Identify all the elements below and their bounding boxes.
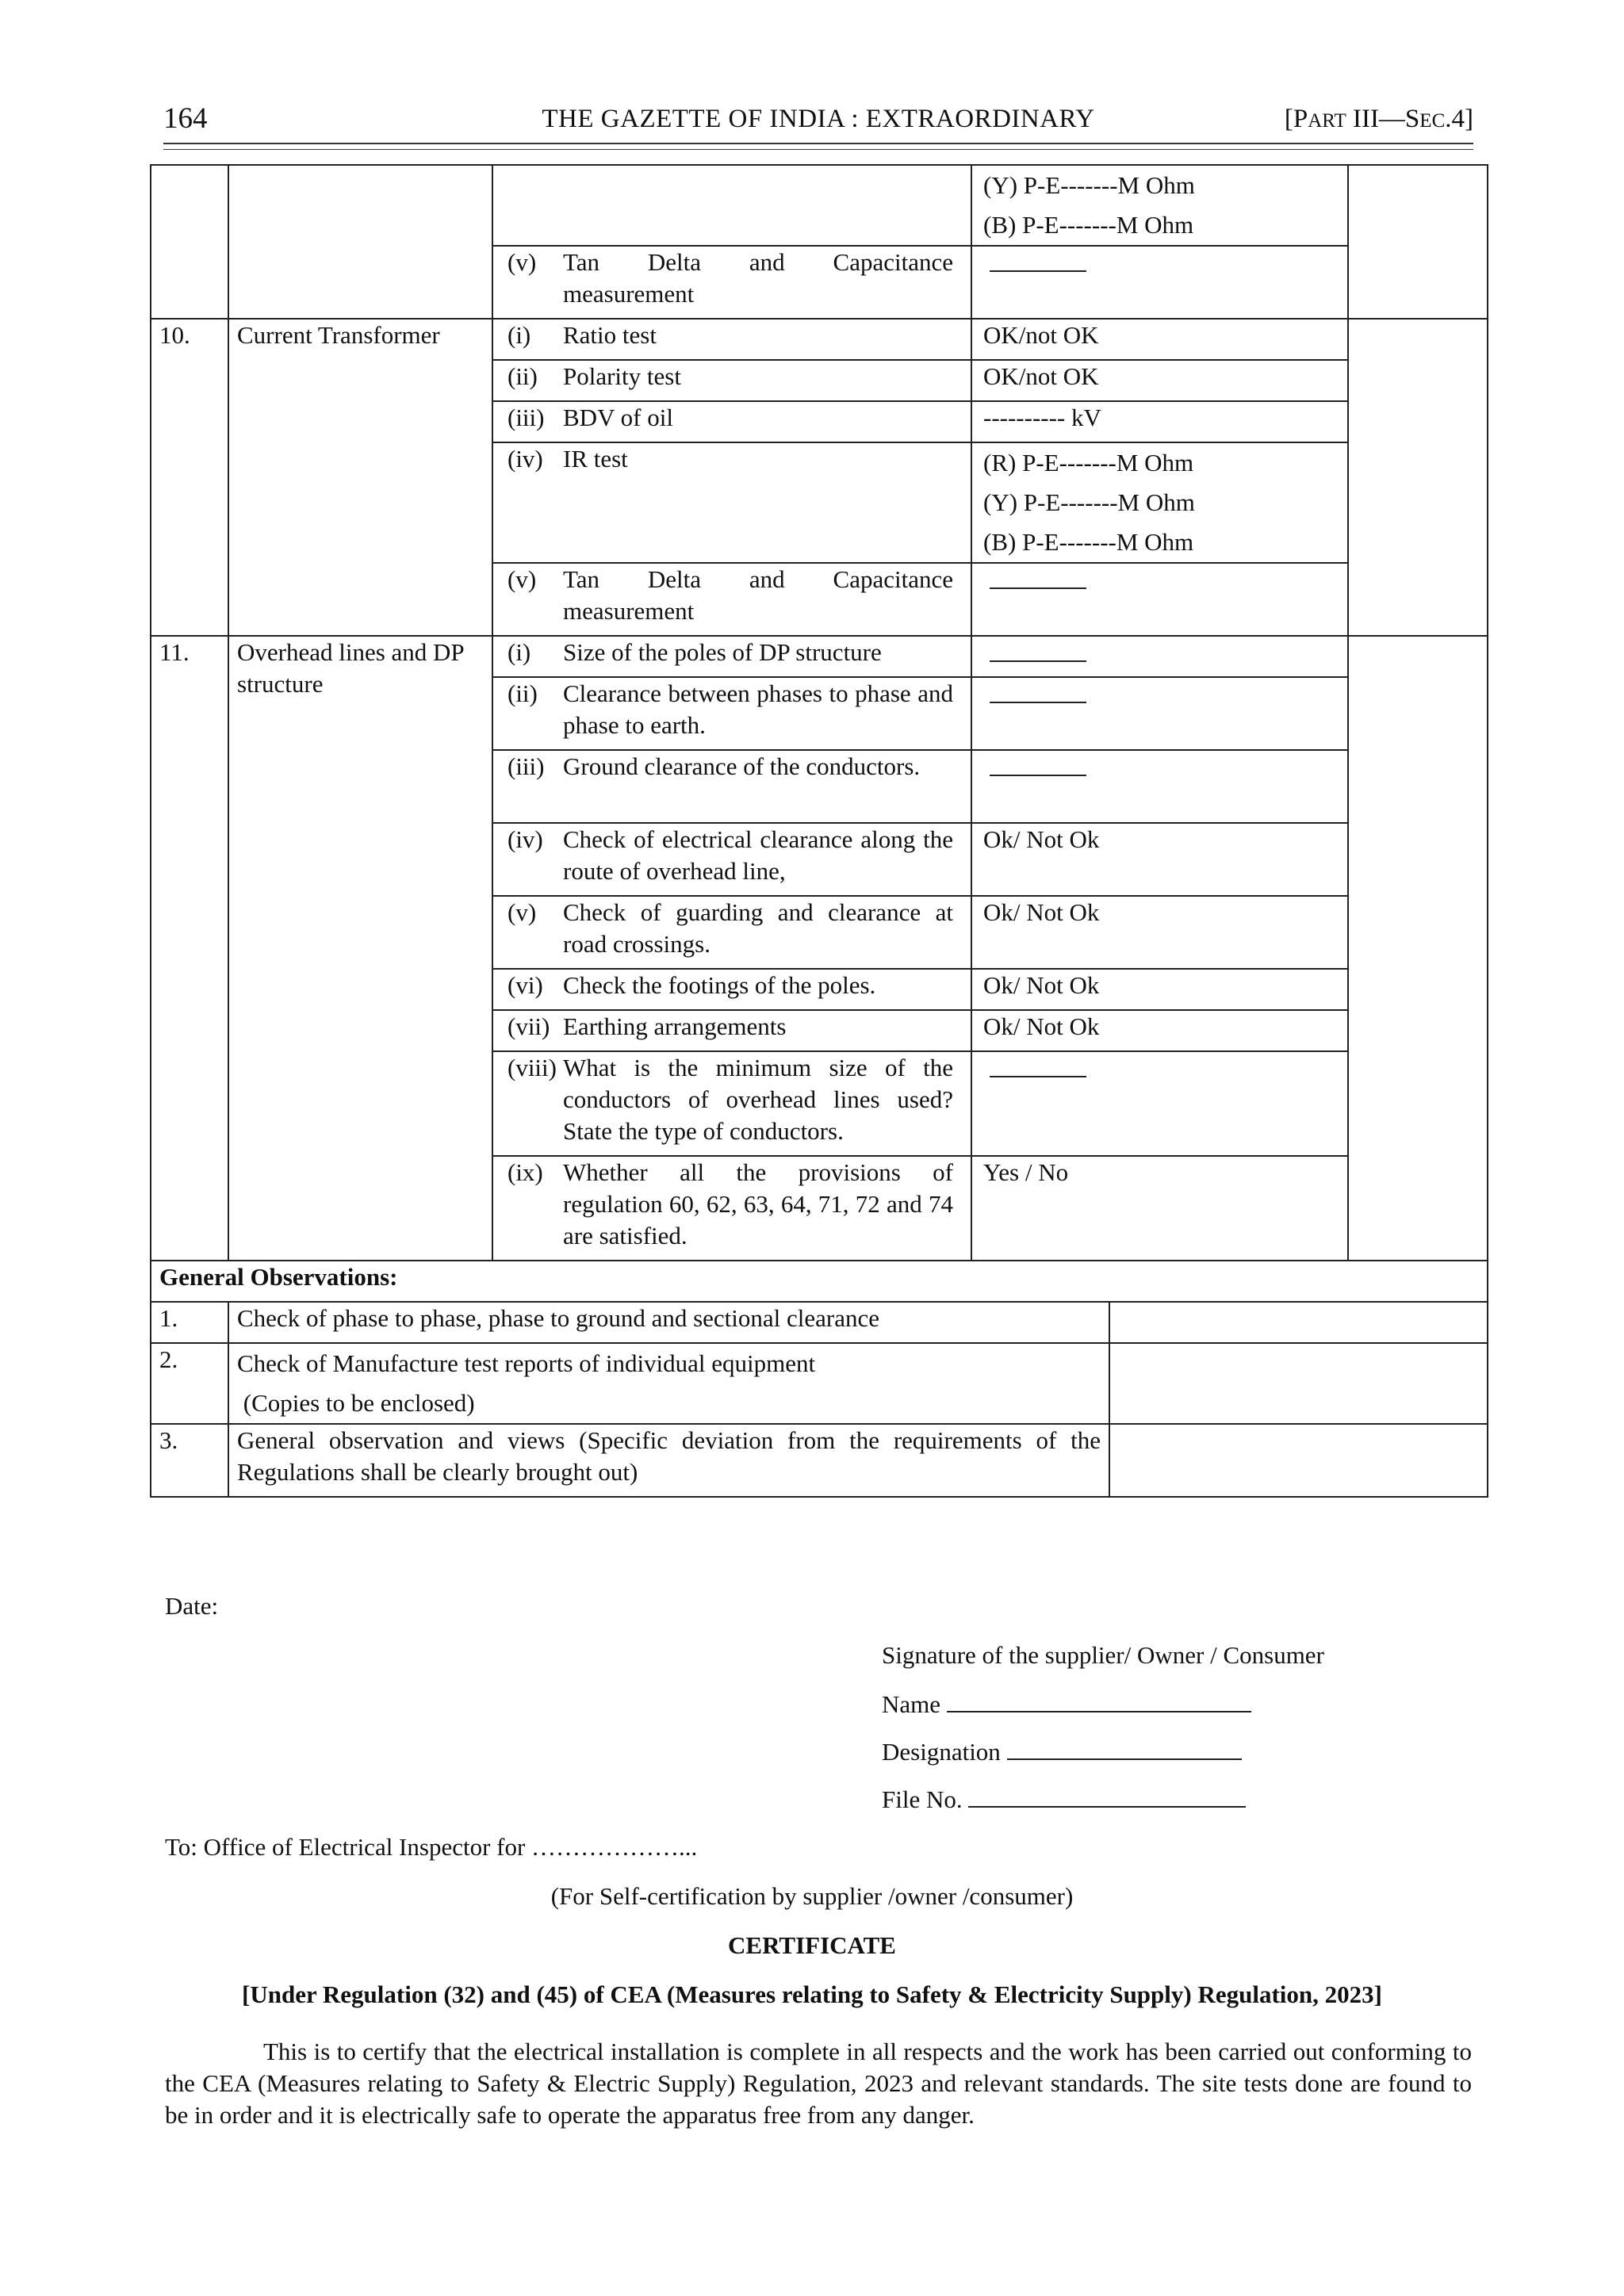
part-section: [PART III—SEC.4] [1284, 105, 1473, 133]
page-number: 164 [163, 102, 208, 135]
signature-label: Signature of the supplier/ Owner / Consumer [882, 1641, 1324, 1669]
certificate-title: CERTIFICATE [728, 1931, 896, 1959]
table-row: (v) Check of guarding and clearance at road crossings. Ok/ Not Ok [151, 896, 1488, 969]
certificate-subtitle: [Under Regulation (32) and (45) of CEA (Measures relating to Safety & Electricity Supply) Regulation, 2023] [242, 1980, 1382, 2008]
table-row: (viii) What is the minimum size of the conductors of overhead lines used? State the type of conductors. [151, 1051, 1488, 1156]
table-row: (v) Tan Delta and Capacitance measurement [151, 246, 1488, 319]
blank-line [990, 678, 1086, 703]
blank-line [990, 564, 1086, 589]
remarks-cell [1348, 319, 1488, 636]
table-row: (iii) BDV of oil ---------- kV [151, 401, 1488, 442]
table-row: (v) Tan Delta and Capacitance measurement [151, 563, 1488, 636]
remarks-cell [1348, 165, 1488, 319]
to-office: To: Office of Electrical Inspector for ………………... [165, 1833, 698, 1861]
table-row [151, 1261, 1488, 1302]
page-header [163, 98, 1473, 143]
blank-line [990, 247, 1086, 272]
item-name: Current Transformer [228, 319, 492, 636]
general-observations-table [150, 1260, 1488, 1498]
name-field: Name [882, 1689, 1251, 1719]
table-row: (iii) Ground clearance of the conductors. [151, 750, 1488, 823]
certificate-body: This is to certify that the electrical installation is complete in all respects and the work has been carried out conforming to the CEA (Measures relating to Safety & Electric Supply) Regulation, 2023 and relevant standards. The site tests done are found to be in order and it is electrically safe to operate the apparatus free from any danger. [165, 2038, 1472, 2129]
item-name: Overhead lines and DP structure [228, 636, 492, 1261]
header-rule-thin [163, 149, 1473, 150]
table-row: 3. General observation and views (Specific deviation from the requirements of the Regulations shall be clearly brought out) [151, 1424, 1488, 1497]
item-number: 10. [151, 319, 228, 636]
table-row: (iv) Check of electrical clearance along the route of overhead line, Ok/ Not Ok [151, 823, 1488, 896]
inspection-table [150, 164, 1488, 1261]
table-row: (vi) Check the footings of the poles. Ok/ Not Ok [151, 969, 1488, 1010]
value-cell: (Y) P-E-------M Ohm (B) P-E-------M Ohm [971, 165, 1348, 246]
gazette-title: THE GAZETTE OF INDIA : EXTRAORDINARY [542, 105, 1095, 133]
table-row: 2. Check of Manufacture test reports of individual equipment (Copies to be enclosed) [151, 1343, 1488, 1424]
file-no-field: File No. [882, 1784, 1246, 1814]
table-row: (iv) IR test (R) P-E-------M Ohm (Y) P-E-------M Ohm (B) P-E-------M Ohm [151, 442, 1488, 563]
table-row: (ii) Clearance between phases to phase and phase to earth. [151, 677, 1488, 750]
table-row: 11. Overhead lines and DP structure (i) Size of the poles of DP structure [151, 636, 1488, 677]
header-rule [163, 143, 1473, 144]
designation-field: Designation [882, 1736, 1242, 1766]
table-row: 10. Current Transformer (i) Ratio test OK/not OK [151, 319, 1488, 360]
blank-line [990, 1052, 1086, 1077]
blank-line [990, 637, 1086, 662]
table-row: 1. Check of phase to phase, phase to ground and sectional clearance [151, 1302, 1488, 1343]
blank-line [990, 751, 1086, 776]
table-row: (ii) Polarity test OK/not OK [151, 360, 1488, 401]
item-number: 11. [151, 636, 228, 1261]
section-title: General Observations: [151, 1261, 1488, 1302]
self-cert-note: (For Self-certification by supplier /owner /consumer) [550, 1882, 1074, 1910]
table-row [151, 165, 1488, 246]
table-row: (ix) Whether all the provisions of regulation 60, 62, 63, 64, 71, 72 and 74 are satisfied. Yes / No [151, 1156, 1488, 1261]
table-row: (vii) Earthing arrangements Ok/ Not Ok [151, 1010, 1488, 1051]
date-label: Date: [165, 1592, 219, 1620]
remarks-cell [1348, 636, 1488, 1261]
